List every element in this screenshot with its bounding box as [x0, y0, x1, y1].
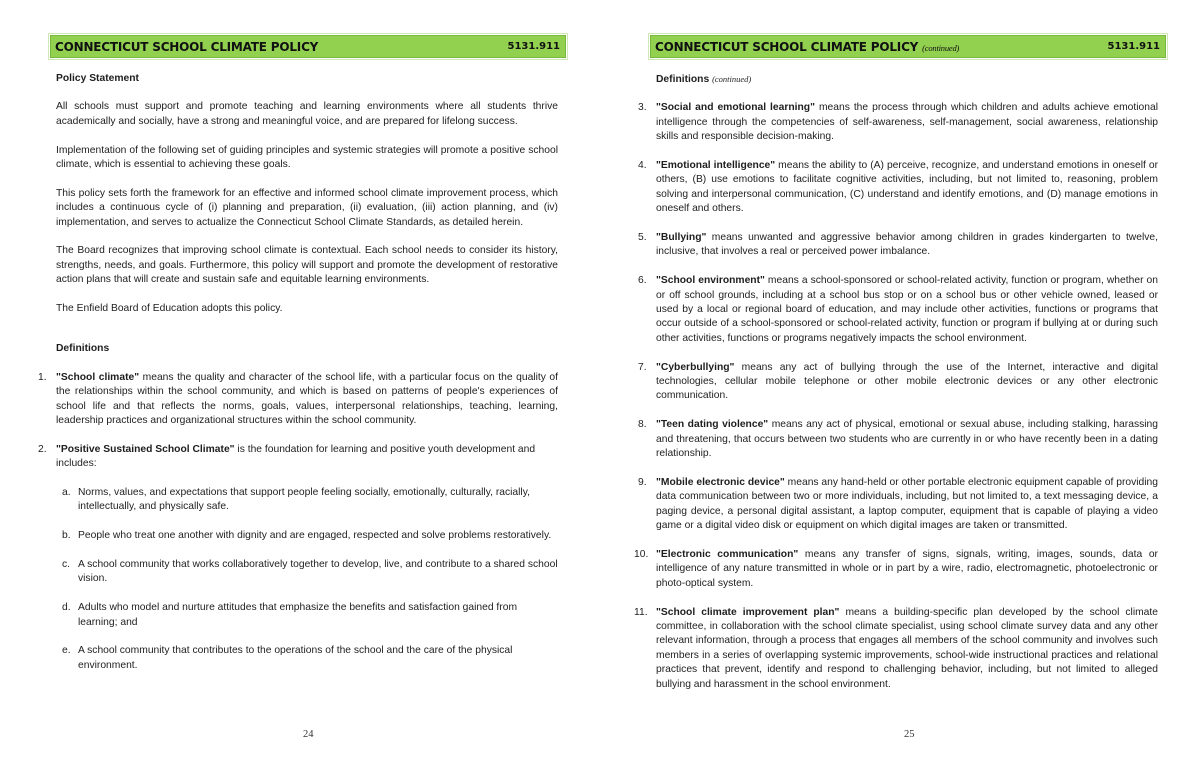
definition-text: means unwanted and aggressive behavior among children in grades kindergarten to twelve, inclusive, that involves a real or perceived power imbalance.	[656, 232, 1158, 258]
sub-item-letter: a.	[62, 487, 71, 499]
definition-term: "Emotional intelligence"	[656, 160, 776, 172]
definition-text: means the quality and character of the school life, with a particular focus on the quality of the relationships within the school community, and which is based on patterns of people's experiences of school life and that reflects the norms, goals, values, interpersonal relationships, teaching, learning, leadership practices and organizational structures within the school community.	[56, 371, 558, 427]
sub-item	[62, 601, 558, 630]
section-heading-definitions	[656, 72, 1158, 87]
definition-term: "Bullying"	[656, 232, 707, 244]
policy-number: 5131.911	[507, 41, 560, 52]
definition-term: "School climate improvement plan"	[656, 606, 840, 618]
definition-text: means the process through which children and adults achieve emotional intelligence through the competencies of self-awareness, self-management, social awareness, relationship skills and responsible decision-making.	[656, 102, 1159, 143]
page-content	[38, 72, 558, 688]
page-25	[600, 0, 1200, 776]
definition-number: 2.	[38, 443, 47, 455]
definition-number: 1.	[38, 371, 47, 383]
definition-term: "Cyberbullying"	[656, 361, 735, 373]
definition-term: "School environment"	[656, 275, 765, 287]
page-header	[50, 35, 566, 58]
definition-item	[638, 418, 1158, 461]
definition-number: 7.	[638, 361, 647, 373]
definition-item	[638, 476, 1159, 534]
definition-text: means the ability to (A) perceive, recognize, and understand emotions in oneself or others, (B) use emotions to facilitate cognitive activities, including, but not limited to, reasoning, problem solving and interpersonal communication, (C) understand and identify emotions, and (D) manage emotions in oneself and others.	[656, 160, 1158, 215]
paragraph: This policy sets forth the framework for an effective and informed school climate improvement process, which includes a continuous cycle of (i) planning and preparation, (ii) evaluation, (iii) action planning, and (iv) implementation, and serves to actualize the Connecticut School Climate Standards, as detailed herein.	[56, 187, 558, 228]
sub-item-letter: c.	[62, 559, 71, 571]
header-title	[655, 40, 959, 54]
sub-item	[62, 644, 558, 673]
definition-item	[638, 231, 1158, 260]
definition-number: 11.	[634, 606, 648, 618]
sub-item	[62, 486, 558, 515]
definition-text: means any hand-held or other portable electronic equipment capable of providing data communication between two or more individuals, including, but not limited to, a text messaging device, a paging device, a personal digital assistant, a laptop computer, equipment that is capable of playing a video game or a digital video disk or equipment on which digital images are taken or transmitted.	[656, 476, 1159, 532]
paragraph: All schools must support and promote teaching and learning environments where all students thrive academically and socially, have a strong and meaningful voice, and are prepared for lifelong success.	[56, 101, 558, 127]
definition-text: means any act of bullying through the use of the Internet, interactive and digital technologies, cellular mobile telephone or other mobile electronic devices or any other electronic communication.	[656, 361, 1158, 402]
definitions-heading-text: Definitions	[656, 74, 710, 85]
sub-item-text: People who treat one another with dignity and are engaged, respected and solve problems restoratively.	[78, 530, 552, 542]
sub-item	[62, 558, 558, 587]
paragraph: Implementation of the following set of guiding principles and systemic strategies will promote a positive school climate, which is essential to achieving these goals.	[56, 144, 558, 171]
definition-term: "Teen dating violence"	[656, 419, 769, 431]
definitions-list	[38, 371, 558, 673]
policy-number: 5131.911	[1107, 41, 1160, 52]
sub-list	[62, 486, 558, 673]
header-subtitle: (continued)	[922, 42, 960, 53]
sub-item-letter: e.	[62, 645, 71, 657]
definition-text: means any transfer of signs, signals, writing, images, sounds, data or intelligence of any nature transmitted in whole or in part by a wire, radio, electromagnetic, photoelectronic or photo-optical system.	[656, 548, 1158, 589]
paragraph: The Board recognizes that improving school climate is contextual. Each school needs to consider its history, strengths, needs, and goals. Furthermore, this policy will support and promote the development of restorative action plans that will create and sustain safe and equitable learning environments.	[56, 245, 558, 286]
header-title-text: CONNECTICUT SCHOOL CLIMATE POLICY	[655, 39, 919, 54]
definition-term: "Positive Sustained School Climate"	[56, 443, 235, 455]
page-header	[650, 35, 1166, 58]
page-number: 24	[303, 729, 314, 740]
definition-item	[38, 371, 558, 429]
paragraph: The Enfield Board of Education adopts this policy.	[56, 303, 283, 315]
sub-item-letter: b.	[62, 530, 71, 542]
definition-text: is the foundation for learning and positive youth development and includes:	[56, 443, 536, 470]
page-content	[634, 72, 1159, 706]
definition-text: means a school-sponsored or school-related activity, function or program, whether on or off school grounds, including at a school bus stop or on a school bus or other vehicle owned, leased or used by a local or regional board of education, and may include other activities, functions or programs that occur outside of a school-sponsored or school-related activity, function or program if bullying at or during such other activities, functions or programs negatively impacts the school environment.	[656, 275, 1158, 344]
definition-number: 10.	[634, 548, 649, 560]
section-heading-policy-statement: Policy Statement	[56, 73, 139, 84]
definition-item	[634, 606, 1158, 692]
sub-item-text: A school community that contributes to the operations of the school and the care of the physical environment.	[78, 645, 513, 671]
header-title: CONNECTICUT SCHOOL CLIMATE POLICY	[55, 39, 319, 54]
definition-text: means a building-specific plan developed by the school climate committee, in collaboration with the school climate specialist, using school climate survey data and any other relevant information, through a process that engages all members of the school community and involves such members in a series of overlapping systemic improvements, school-wide instructional practices and relational practices that prevent, identify and respond to challenging behavior, including, but not limited to alleged bullying and harassment in the school environment.	[656, 606, 1158, 690]
definition-number: 9.	[638, 476, 647, 488]
sub-item	[62, 529, 558, 543]
section-heading-definitions: Definitions	[56, 343, 110, 355]
definition-number: 4.	[638, 160, 647, 172]
definition-item	[638, 159, 1158, 217]
definition-number: 8.	[638, 419, 647, 431]
definitions-heading-continued: (continued)	[712, 74, 752, 84]
definition-number: 3.	[638, 102, 647, 114]
definition-text: means any act of physical, emotional or sexual abuse, including stalking, harassing and threatening, that occurs between two students who are currently in or who have recently been in a dating relationship.	[656, 419, 1158, 460]
definitions-list	[634, 101, 1159, 692]
definition-term: "Electronic communication"	[656, 548, 799, 560]
definition-item	[638, 361, 1158, 404]
definition-term: "School climate"	[56, 371, 140, 383]
definition-item	[634, 548, 1158, 591]
page-number: 25	[904, 729, 915, 740]
sub-item-text: Norms, values, and expectations that support people feeling socially, emotionally, culturally, racially, intellectually, and physically safe.	[78, 487, 530, 513]
sub-item-text: A school community that works collaboratively together to develop, live, and contribute to a shared school vision.	[78, 559, 558, 585]
definition-number: 5.	[638, 232, 647, 244]
definition-item	[638, 101, 1159, 144]
definition-number: 6.	[638, 275, 647, 287]
definition-item	[38, 443, 558, 673]
definition-term: "Social and emotional learning"	[656, 102, 815, 114]
definition-item	[638, 274, 1158, 346]
sub-item-text: Adults who model and nurture attitudes that emphasize the benefits and satisfaction gained from learning; and	[78, 602, 518, 628]
definition-term: "Mobile electronic device"	[656, 476, 785, 488]
sub-item-letter: d.	[62, 602, 71, 614]
